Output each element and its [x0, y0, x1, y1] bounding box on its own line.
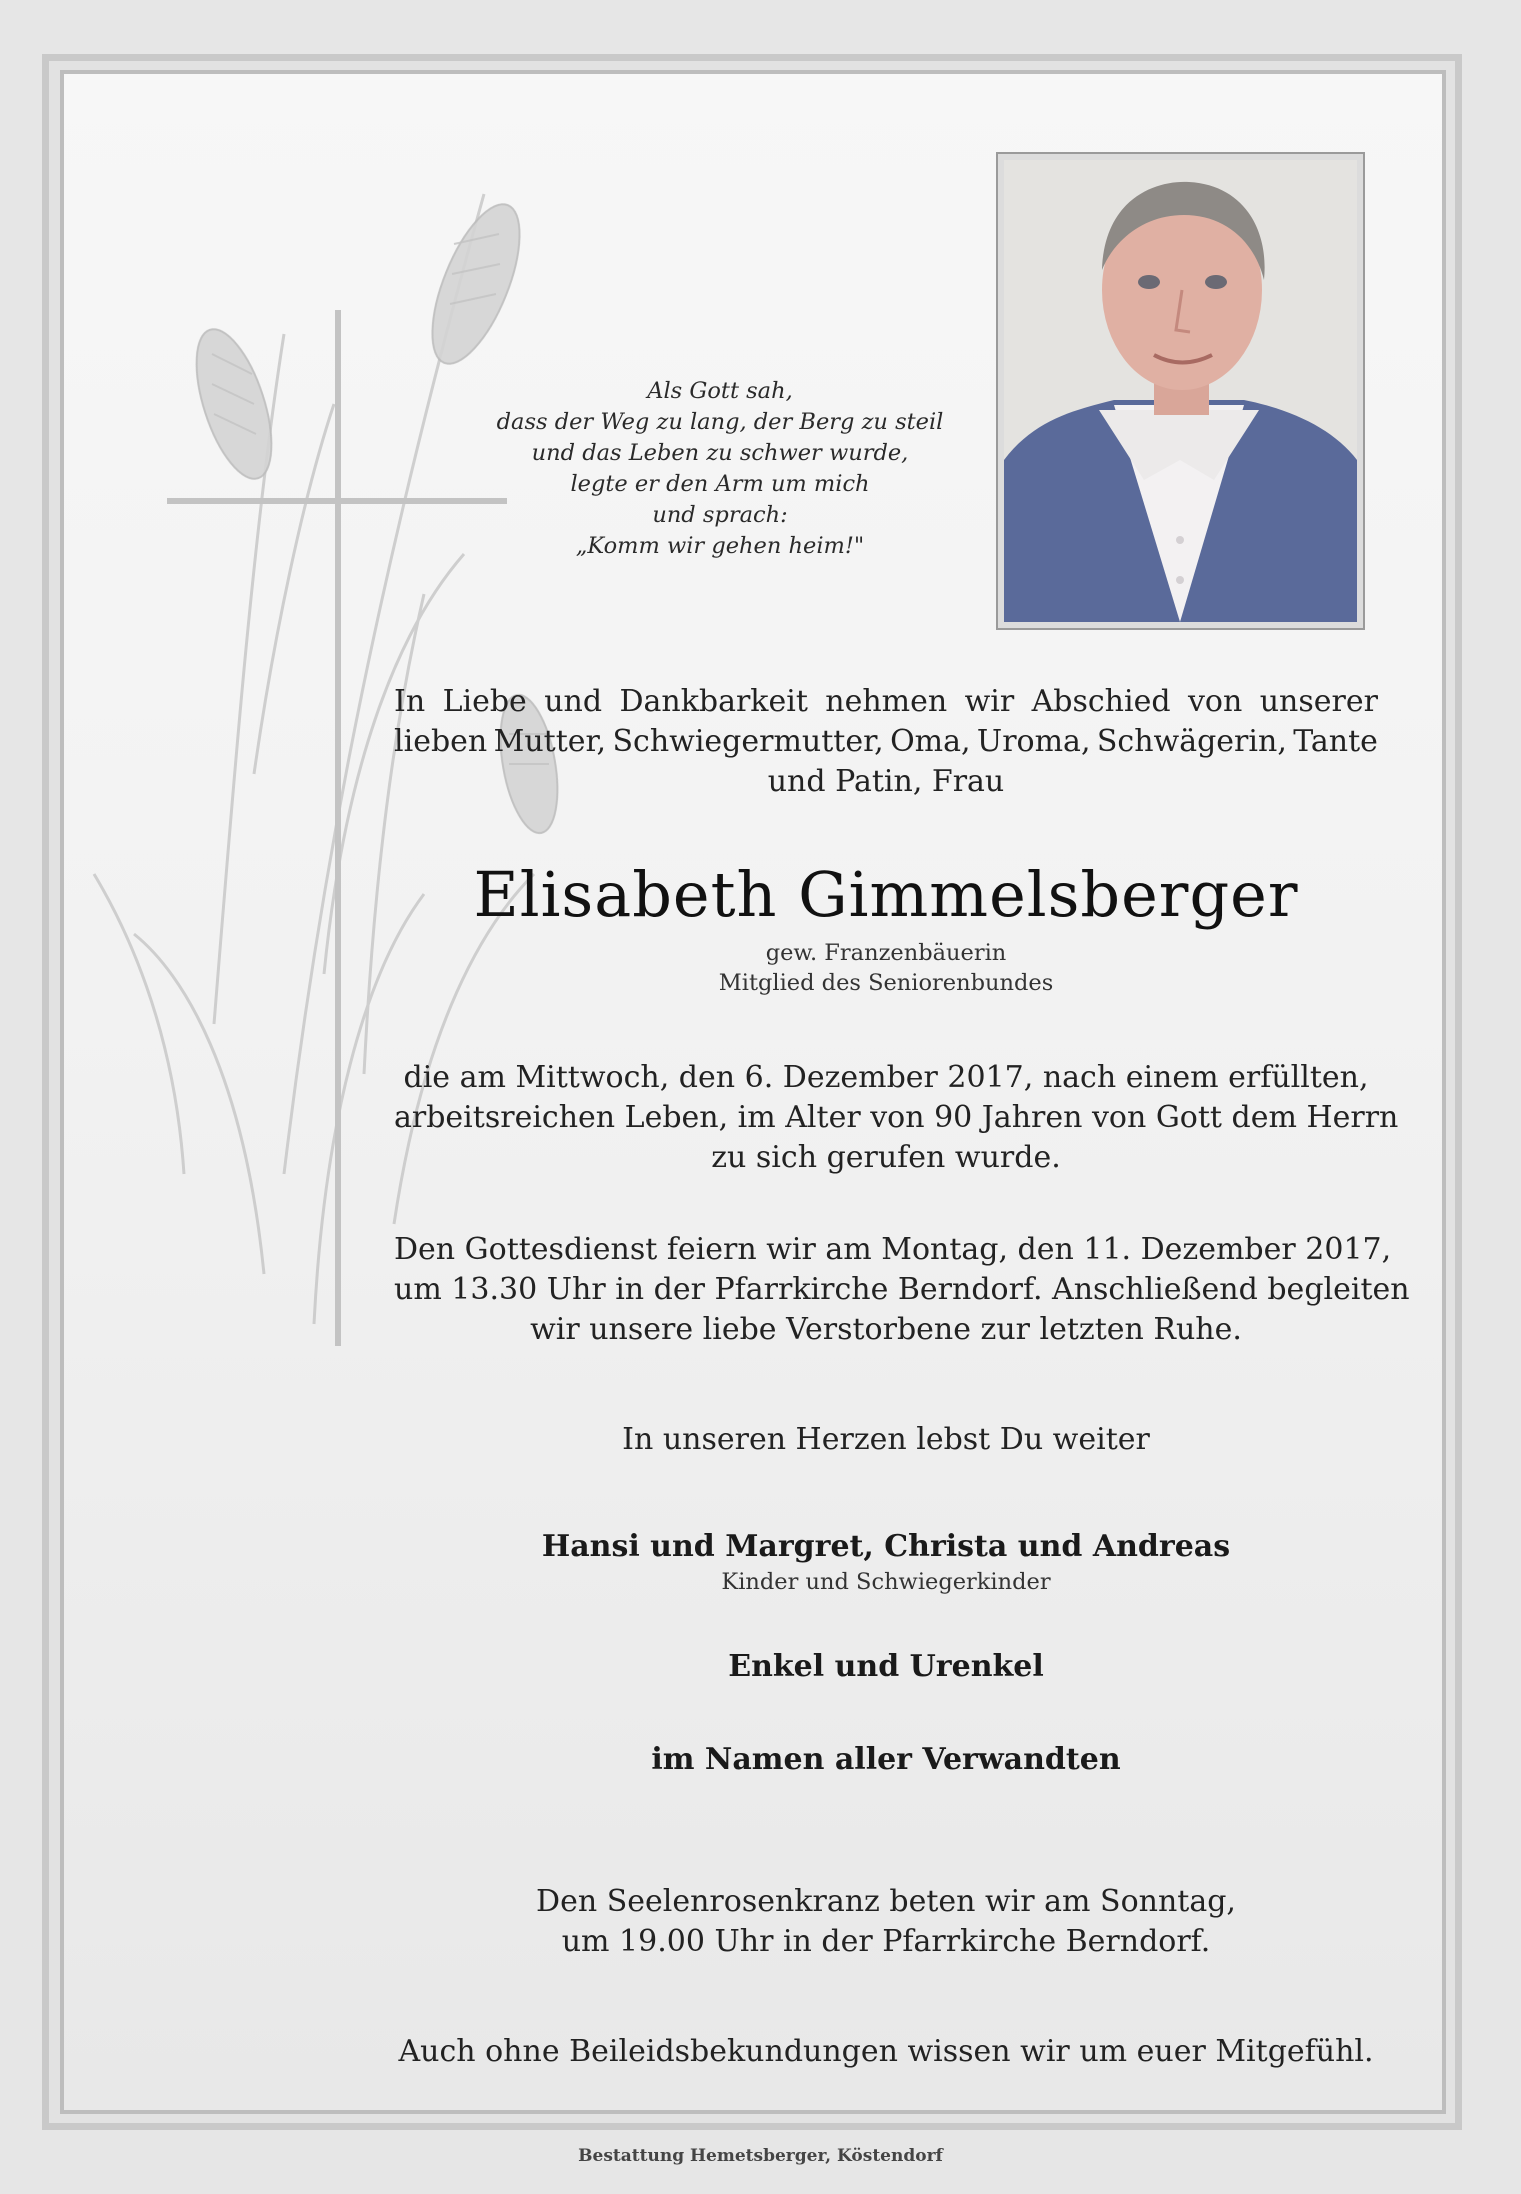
deceased-name: Elisabeth Gimmelsberger [473, 858, 1299, 931]
intro-line-2 [394, 722, 1378, 762]
mourners-group-1-caption: Kinder und Schwiegerkinder [721, 1569, 1051, 1595]
service-line-1: Den Gottesdienst feiern wir am Montag, den 11. Dezember 2017, [394, 1232, 1392, 1267]
intro-text [394, 682, 1378, 802]
portrait-image [1004, 160, 1357, 622]
cross-vertical [335, 310, 341, 1346]
mourners-group-1: Hansi und Margret, Christa und Andreas [541, 1529, 1231, 1564]
rosary-notice [394, 1882, 1378, 1962]
poem [440, 376, 1000, 562]
word: Abschied [1031, 684, 1171, 719]
rosary-line-1: Den Seelenrosenkranz beten wir am Sonntag, [536, 1884, 1236, 1919]
poem-line: und das Leben zu schwer wurde, [531, 440, 909, 466]
deceased-subtitle-1: gew. Franzenbäuerin [765, 940, 1007, 966]
word: Tante [1293, 724, 1378, 759]
word: In [394, 684, 426, 719]
mourners-group-2: Enkel und Urenkel [728, 1649, 1044, 1684]
funeral-home-credit: Bestattung Hemetsberger, Köstendorf [578, 2146, 943, 2166]
mourners-group-3: im Namen aller Verwandten [651, 1742, 1121, 1777]
word: und [544, 684, 603, 719]
poem-line: „Komm wir gehen heim!" [575, 533, 865, 559]
motto: In unseren Herzen lebst Du weiter [622, 1422, 1150, 1457]
word: Dankbarkeit [619, 684, 808, 719]
death-notice [394, 1058, 1399, 1178]
service-line-2: um 13.30 Uhr in der Pfarrkirche Berndorf. Anschließend begleiten [394, 1272, 1410, 1307]
word: unserer [1259, 684, 1378, 719]
portrait-photo [996, 152, 1365, 630]
deceased-subtitles [394, 938, 1378, 998]
word: Oma, [890, 724, 971, 759]
deceased-subtitle-2: Mitglied des Seniorenbundes [718, 970, 1054, 996]
service-notice [394, 1230, 1410, 1350]
death-notice-line-3: zu sich gerufen wurde. [711, 1140, 1061, 1175]
word: Schwägerin, [1096, 724, 1287, 759]
word: Mutter, [493, 724, 607, 759]
death-notice-line-1: die am Mittwoch, den 6. Dezember 2017, nach einem erfüllten, [403, 1060, 1369, 1095]
rosary-line-2: um 19.00 Uhr in der Pfarrkirche Berndorf. [561, 1924, 1211, 1959]
poem-line: legte er den Arm um mich [570, 471, 870, 497]
death-notice-line-2: arbeitsreichen Leben, im Alter von 90 Jahren von Gott dem Herrn [394, 1100, 1399, 1135]
word: lieben [394, 724, 488, 759]
word: von [1187, 684, 1243, 719]
intro-line-1 [394, 682, 1378, 722]
service-line-3: wir unsere liebe Verstorbene zur letzten Ruhe. [530, 1312, 1242, 1347]
word: Schwiegermutter, [612, 724, 884, 759]
poem-line: dass der Weg zu lang, der Berg zu steil [496, 409, 944, 435]
word: nehmen [825, 684, 948, 719]
intro-line-3: und Patin, Frau [767, 764, 1005, 799]
poem-line: Als Gott sah, [647, 378, 793, 404]
word: Uroma, [976, 724, 1091, 759]
poem-line: und sprach: [652, 502, 788, 528]
closing-line: Auch ohne Beileidsbekundungen wissen wir um euer Mitgefühl. [398, 2034, 1374, 2069]
word: Liebe [442, 684, 527, 719]
word: wir [964, 684, 1015, 719]
